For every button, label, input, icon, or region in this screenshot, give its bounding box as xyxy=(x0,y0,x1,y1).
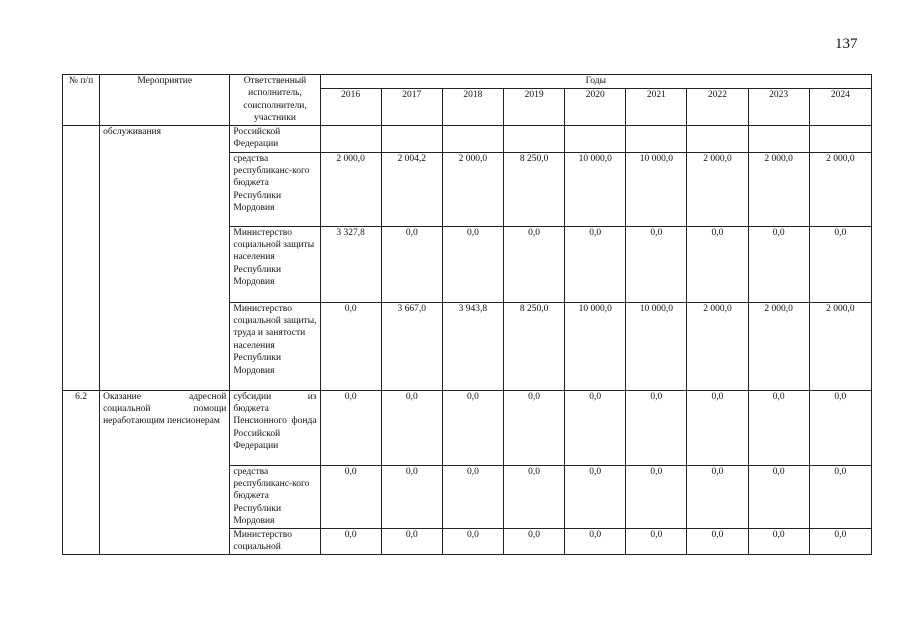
value-cell: 10 000,0 xyxy=(626,302,687,390)
value-cell xyxy=(381,125,442,152)
value-cell: 2 000,0 xyxy=(442,152,503,226)
value-cell xyxy=(320,125,381,152)
value-cell: 0,0 xyxy=(442,528,503,554)
value-cell: 10 000,0 xyxy=(565,152,626,226)
value-cell: 0,0 xyxy=(687,390,748,465)
value-cell: 8 250,0 xyxy=(504,152,565,226)
row-number: 6.2 xyxy=(63,390,100,554)
source-cell: Министерство социальной защиты, труда и занятости населения Республики Мордовия xyxy=(230,302,320,390)
source-cell: Российской Федерации xyxy=(230,125,320,152)
value-cell: 10 000,0 xyxy=(565,302,626,390)
value-cell: 0,0 xyxy=(565,528,626,554)
source-cell: средства республиканс-кого бюджета Республики Мордовия xyxy=(230,465,320,528)
row-number xyxy=(63,125,100,390)
value-cell xyxy=(565,125,626,152)
value-cell: 0,0 xyxy=(809,465,871,528)
value-cell: 0,0 xyxy=(381,465,442,528)
value-cell: 0,0 xyxy=(748,226,809,302)
value-cell: 2 000,0 xyxy=(687,302,748,390)
year-cell: 2016 xyxy=(320,89,381,125)
value-cell: 0,0 xyxy=(504,226,565,302)
value-cell: 0,0 xyxy=(381,226,442,302)
source-cell: средства республиканс-кого бюджета Республики Мордовия xyxy=(230,152,320,226)
year-cell: 2021 xyxy=(626,89,687,125)
value-cell: 0,0 xyxy=(809,390,871,465)
value-cell: 2 000,0 xyxy=(748,152,809,226)
value-cell: 0,0 xyxy=(687,465,748,528)
value-cell: 0,0 xyxy=(626,465,687,528)
value-cell: 0,0 xyxy=(504,465,565,528)
header-number: № п/п xyxy=(63,75,100,126)
activity-cell: Оказание адресной социальной помощи неработающим пенсионерам xyxy=(100,390,230,554)
source-cell: Министерство социальной защиты населения Республики Мордовия xyxy=(230,226,320,302)
value-cell xyxy=(504,125,565,152)
value-cell: 0,0 xyxy=(320,465,381,528)
value-cell: 0,0 xyxy=(381,390,442,465)
value-cell: 3 667,0 xyxy=(381,302,442,390)
source-cell: Министерство социальной xyxy=(230,528,320,554)
value-cell: 2 000,0 xyxy=(748,302,809,390)
value-cell: 2 000,0 xyxy=(809,152,871,226)
value-cell: 0,0 xyxy=(442,390,503,465)
value-cell: 0,0 xyxy=(442,465,503,528)
year-cell: 2022 xyxy=(687,89,748,125)
value-cell: 0,0 xyxy=(687,528,748,554)
value-cell: 0,0 xyxy=(748,528,809,554)
budget-table xyxy=(62,74,872,555)
header-years: Годы xyxy=(320,75,871,89)
table-row xyxy=(63,390,872,465)
year-cell: 2023 xyxy=(748,89,809,125)
value-cell: 0,0 xyxy=(381,528,442,554)
value-cell: 0,0 xyxy=(809,226,871,302)
year-cell: 2020 xyxy=(565,89,626,125)
table-row xyxy=(63,125,872,152)
value-cell xyxy=(809,125,871,152)
value-cell: 0,0 xyxy=(320,528,381,554)
value-cell xyxy=(442,125,503,152)
value-cell: 0,0 xyxy=(565,226,626,302)
year-cell: 2024 xyxy=(809,89,871,125)
value-cell: 0,0 xyxy=(320,302,381,390)
header-activity: Мероприятие xyxy=(100,75,230,126)
value-cell: 0,0 xyxy=(565,465,626,528)
value-cell: 0,0 xyxy=(626,390,687,465)
year-cell: 2018 xyxy=(442,89,503,125)
value-cell: 2 004,2 xyxy=(381,152,442,226)
value-cell xyxy=(687,125,748,152)
year-cell: 2017 xyxy=(381,89,442,125)
header-row xyxy=(63,75,872,89)
value-cell: 0,0 xyxy=(687,226,748,302)
value-cell xyxy=(626,125,687,152)
page-number: 137 xyxy=(835,36,858,52)
value-cell: 3 943,8 xyxy=(442,302,503,390)
value-cell: 0,0 xyxy=(320,390,381,465)
header-responsible: Ответственный исполнитель, соисполнители, участники xyxy=(230,75,320,126)
source-cell: субсидии из бюджета Пенсионного фонда Российской Федерации xyxy=(230,390,320,465)
value-cell: 0,0 xyxy=(504,528,565,554)
value-cell: 0,0 xyxy=(504,390,565,465)
value-cell: 0,0 xyxy=(565,390,626,465)
year-cell: 2019 xyxy=(504,89,565,125)
value-cell: 0,0 xyxy=(748,390,809,465)
value-cell: 0,0 xyxy=(626,226,687,302)
value-cell: 0,0 xyxy=(748,465,809,528)
value-cell: 2 000,0 xyxy=(687,152,748,226)
value-cell: 10 000,0 xyxy=(626,152,687,226)
value-cell: 0,0 xyxy=(442,226,503,302)
value-cell: 0,0 xyxy=(809,528,871,554)
value-cell: 2 000,0 xyxy=(809,302,871,390)
value-cell: 0,0 xyxy=(626,528,687,554)
activity-cell: обслуживания xyxy=(100,125,230,390)
value-cell: 3 327,8 xyxy=(320,226,381,302)
value-cell xyxy=(748,125,809,152)
value-cell: 2 000,0 xyxy=(320,152,381,226)
value-cell: 8 250,0 xyxy=(504,302,565,390)
